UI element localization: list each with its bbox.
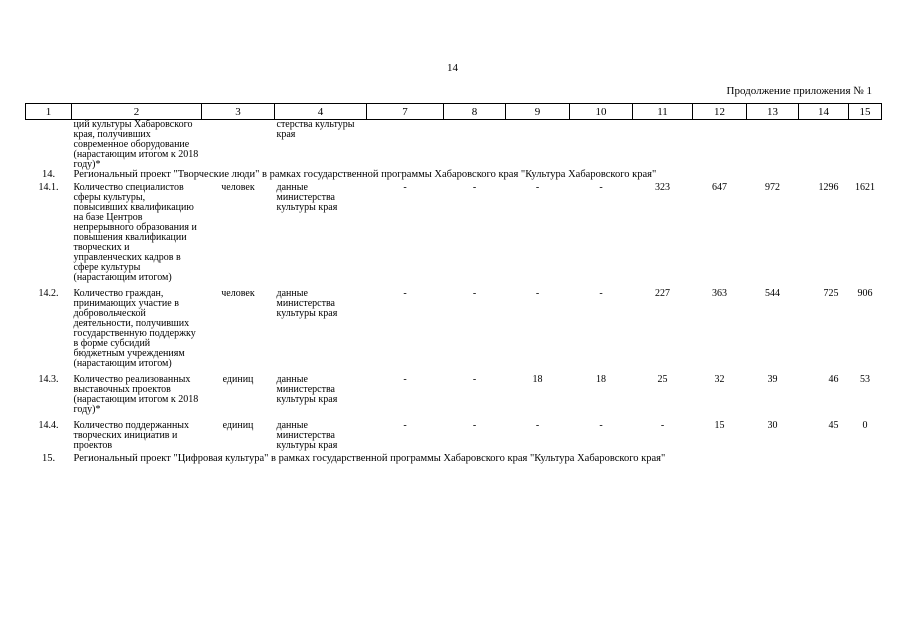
indicator-name: Количество реализованных выставочных проектов (нарастающим итогом к 2018 году)* [73,374,199,415]
column-header: 3 [202,104,275,120]
value-col-11: - [660,420,665,431]
value-col-14: 1296 [818,182,839,193]
value-col-15: 0 [862,420,868,431]
value-col-10 [570,120,633,171]
column-header: 7 [367,104,444,120]
value-col-15: 53 [860,374,870,385]
value-col-15 [849,120,882,171]
value-col-10: - [599,288,603,299]
unit: человек [221,182,255,193]
value-col-13: 972 [765,182,780,193]
column-header: 15 [849,104,882,120]
data-source: данные министерства культуры края [276,182,338,213]
data-source: стерства культуры края [276,119,355,140]
value-col-9: - [535,288,540,299]
table-row [26,372,882,418]
column-header: 12 [693,104,747,120]
section-number: 14. [41,169,56,180]
unit: единиц [222,420,254,431]
column-header: 13 [747,104,799,120]
value-col-10: - [599,420,603,431]
value-col-8 [444,120,506,171]
data-source: данные министерства культуры края [276,374,338,405]
value-col-12: 15 [714,420,725,431]
section-row [26,170,882,180]
value-col-8: - [472,420,477,431]
value-col-14 [799,120,849,171]
column-header: 11 [633,104,693,120]
appendix-continuation-label: Продолжение приложения № 1 [726,85,872,97]
column-header: 4 [275,104,367,120]
value-col-13: 39 [767,374,778,385]
value-col-13: 30 [767,420,778,431]
value-col-7: - [403,420,407,431]
value-col-11: 323 [655,182,670,193]
value-col-15: 1621 [855,182,875,193]
value-col-8: - [472,182,477,193]
section-number: 15. [41,453,56,464]
value-col-11: 227 [655,288,670,299]
value-col-8: - [472,288,477,299]
value-col-10: 18 [596,374,606,385]
row-number: 14.4. [38,420,59,431]
data-source: данные министерства культуры края [276,420,338,451]
value-col-8: - [472,374,477,385]
column-header: 9 [506,104,570,120]
indicator-name: Количество поддержанных творческих инициатив и проектов [73,420,190,451]
value-col-7: - [403,288,407,299]
column-header: 1 [26,104,72,120]
header-row [26,104,882,120]
value-col-10: - [599,182,603,193]
value-col-12 [693,120,747,171]
value-col-12: 32 [714,374,725,385]
table-row [26,286,882,372]
value-col-15: 906 [857,288,873,299]
unit: человек [221,288,255,299]
column-header: 10 [570,104,633,120]
value-col-11 [633,120,693,171]
value-col-9 [506,120,570,171]
section-title: Региональный проект "Творческие люди" в рамках государственной программы Хабаровского края "Культура Хабаровского края" [73,169,657,180]
indicator-name: Количество граждан, принимающих участие в добровольческой деятельности, получивших государственную поддержку в форме субсидий бюджетным учреждениям (нарастающим итогом) [73,288,196,369]
table-row [26,120,882,171]
page-number: 14 [447,62,458,74]
unit [202,120,275,171]
value-col-9: - [535,182,540,193]
indicator-name: ций культуры Хабаровского края, получивших современное оборудование (нарастающим итогом к 2018 году)* [73,119,199,170]
row-number: 14.2. [38,288,59,299]
value-col-9: 18 [532,374,543,385]
indicators-table [25,103,882,464]
value-col-12: 363 [712,288,727,299]
value-col-13: 544 [765,288,780,299]
value-col-13 [747,120,799,171]
value-col-7: - [403,374,407,385]
row-number [26,120,72,171]
column-header: 2 [72,104,202,120]
row-number: 14.3. [38,374,59,385]
table-row [26,418,882,454]
row-number: 14.1. [38,182,59,193]
table-row [26,180,882,286]
data-source: данные министерства культуры края [276,288,338,319]
value-col-14: 46 [828,374,839,385]
indicator-name: Количество специалистов сферы культуры, повысивших квалификацию на базе Центров непрерывного образования и повышения квалификации творческих и управленческих кадров в сфере культуры (нарастающим итогом) [73,182,197,283]
value-col-7: - [403,182,407,193]
value-col-9: - [535,420,540,431]
column-header: 14 [799,104,849,120]
value-col-12: 647 [712,182,727,193]
unit: единиц [222,374,254,385]
value-col-14: 45 [828,420,839,431]
section-row [26,454,882,464]
section-title: Региональный проект "Цифровая культура" в рамках государственной программы Хабаровского края "Культура Хабаровского края" [73,453,666,464]
value-col-11: 25 [657,374,668,385]
value-col-7 [367,120,444,171]
column-header: 8 [444,104,506,120]
value-col-14: 725 [823,288,839,299]
